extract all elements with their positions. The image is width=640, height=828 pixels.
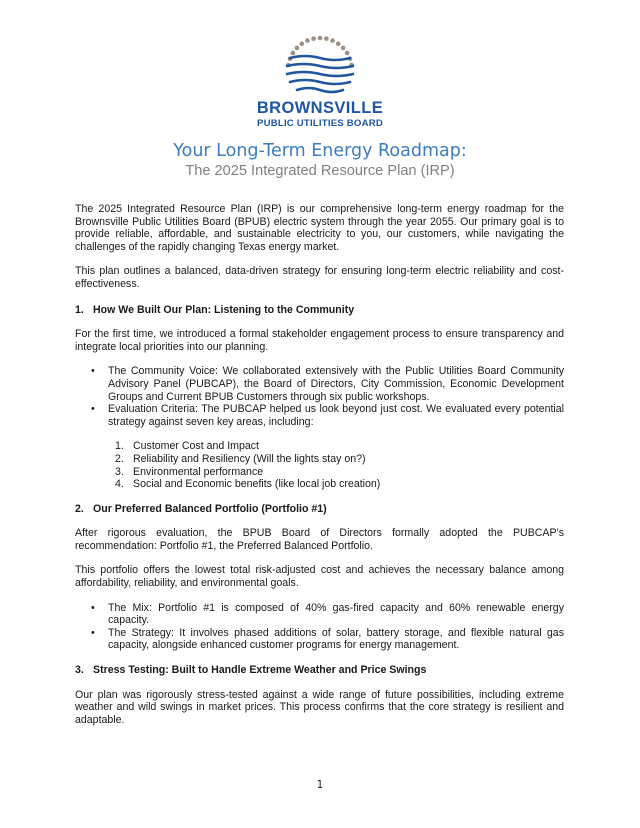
section-1-bullets bbox=[75, 365, 564, 428]
bullet-text: The Strategy: It involves phased additions of solar, battery storage, and flexible natural gas capacity, alongside enhanced customer programs for energy management. bbox=[108, 626, 564, 652]
section-3-number: 3. bbox=[75, 664, 84, 677]
document-body bbox=[75, 203, 564, 738]
list-item bbox=[75, 627, 564, 652]
list-item bbox=[75, 478, 564, 491]
bullet-icon: • bbox=[91, 403, 95, 416]
bullet-icon: • bbox=[91, 626, 95, 639]
section-2-title: Our Preferred Balanced Portfolio (Portfolio #1) bbox=[93, 502, 327, 515]
water-waves-logo-icon bbox=[270, 30, 370, 96]
list-item bbox=[75, 403, 564, 428]
criteria-text: Customer Cost and Impact bbox=[133, 440, 259, 453]
logo-dot bbox=[295, 46, 300, 51]
criteria-text: Reliability and Resiliency (Will the lights stay on?) bbox=[133, 452, 366, 465]
criteria-number: 1. bbox=[115, 440, 124, 453]
section-1-heading bbox=[75, 304, 564, 317]
list-item bbox=[75, 365, 564, 403]
section-1-paragraph: For the first time, we introduced a formal stakeholder engagement process to ensure transparency and integrate local priorities into our planning. bbox=[75, 328, 564, 353]
section-3-paragraph: Our plan was rigorously stress-tested against a wide range of future possibilities, including extreme weather and wild swings in market prices. This process confirms that the core strategy is resilient and adaptable. bbox=[75, 688, 564, 726]
criteria-number: 3. bbox=[115, 465, 124, 478]
section-3-title: Stress Testing: Built to Handle Extreme Weather and Price Swings bbox=[93, 664, 427, 677]
logo-wave bbox=[287, 64, 353, 68]
intro-paragraph-1: The 2025 Integrated Resource Plan (IRP) is our comprehensive long-term energy roadmap for the Brownsville Public Utilities Board (BPUB) electric system through the year 2055. Our primary goal is to provide reliable, affordable, and sustainable electricity to you, our customers, while navigating the challenges of the rapidly changing Texas energy market. bbox=[75, 203, 564, 253]
bullet-text: The Mix: Portfolio #1 is composed of 40% gas-fired capacity and 60% renewable energy capacity. bbox=[108, 601, 564, 627]
logo-dot bbox=[324, 36, 329, 41]
logo-wave bbox=[290, 80, 350, 84]
logo-wave bbox=[287, 72, 353, 76]
bullet-icon: • bbox=[91, 365, 95, 378]
logo-dot bbox=[291, 51, 296, 56]
section-2-bullets bbox=[75, 602, 564, 652]
logo-wave bbox=[290, 56, 350, 60]
criteria-number: 4. bbox=[115, 478, 124, 491]
bullet-text: Evaluation Criteria: The PUBCAP helped us look beyond just cost. We evaluated every potential strategy against seven key areas, including: bbox=[108, 403, 564, 428]
section-2-number: 2. bbox=[75, 502, 84, 515]
evaluation-criteria-list bbox=[75, 440, 564, 490]
criteria-text: Environmental performance bbox=[133, 465, 264, 478]
list-item bbox=[75, 602, 564, 627]
section-1-title: How We Built Our Plan: Listening to the Community bbox=[93, 303, 355, 316]
logo-dot bbox=[345, 51, 350, 56]
section-2-paragraph-1: After rigorous evaluation, the BPUB Board of Directors formally adopted the PUBCAP’s recommendation: Portfolio #1, the Preferred Balanced Portfolio. bbox=[75, 527, 564, 552]
bpub-logo bbox=[0, 30, 640, 128]
section-3-heading bbox=[75, 664, 564, 677]
criteria-text: Social and Economic benefits (like local job creation) bbox=[133, 478, 381, 491]
logo-dot bbox=[311, 36, 316, 41]
bullet-icon: • bbox=[91, 601, 95, 614]
bullet-text: The Community Voice: We collaborated extensively with the Public Utilities Board Community Advisory Panel (PUBCAP), the Board of Directors, City Commission, Economic Development Groups and Current BPUB Customers through six public workshops. bbox=[108, 365, 564, 403]
section-2-paragraph-2: This portfolio offers the lowest total risk-adjusted cost and achieves the necessary balance among affordability, reliability, and environmental goals. bbox=[75, 564, 564, 590]
logo-name-line1: BROWNSVILLE bbox=[256, 99, 384, 117]
logo-dot bbox=[336, 41, 341, 46]
logo-dot bbox=[341, 46, 346, 51]
document-subtitle: The 2025 Integrated Resource Plan (IRP) bbox=[185, 163, 455, 179]
list-item bbox=[75, 453, 564, 466]
section-1-number: 1. bbox=[75, 303, 84, 316]
logo-wave bbox=[297, 88, 343, 92]
logo-dot bbox=[318, 36, 323, 41]
page-number: 1 bbox=[316, 779, 324, 791]
logo-name-line2: PUBLIC UTILITIES BOARD bbox=[257, 117, 383, 129]
logo-dot bbox=[299, 41, 304, 46]
document-title: Your Long-Term Energy Roadmap: bbox=[173, 141, 467, 161]
logo-dot bbox=[305, 38, 310, 43]
intro-paragraph-2: This plan outlines a balanced, data-driven strategy for ensuring long-term electric reliability and cost-effectiveness. bbox=[75, 265, 564, 290]
logo-dot bbox=[330, 38, 335, 43]
list-item bbox=[75, 440, 564, 453]
section-2-heading bbox=[75, 503, 564, 516]
criteria-number: 2. bbox=[115, 452, 124, 465]
list-item bbox=[75, 466, 564, 479]
